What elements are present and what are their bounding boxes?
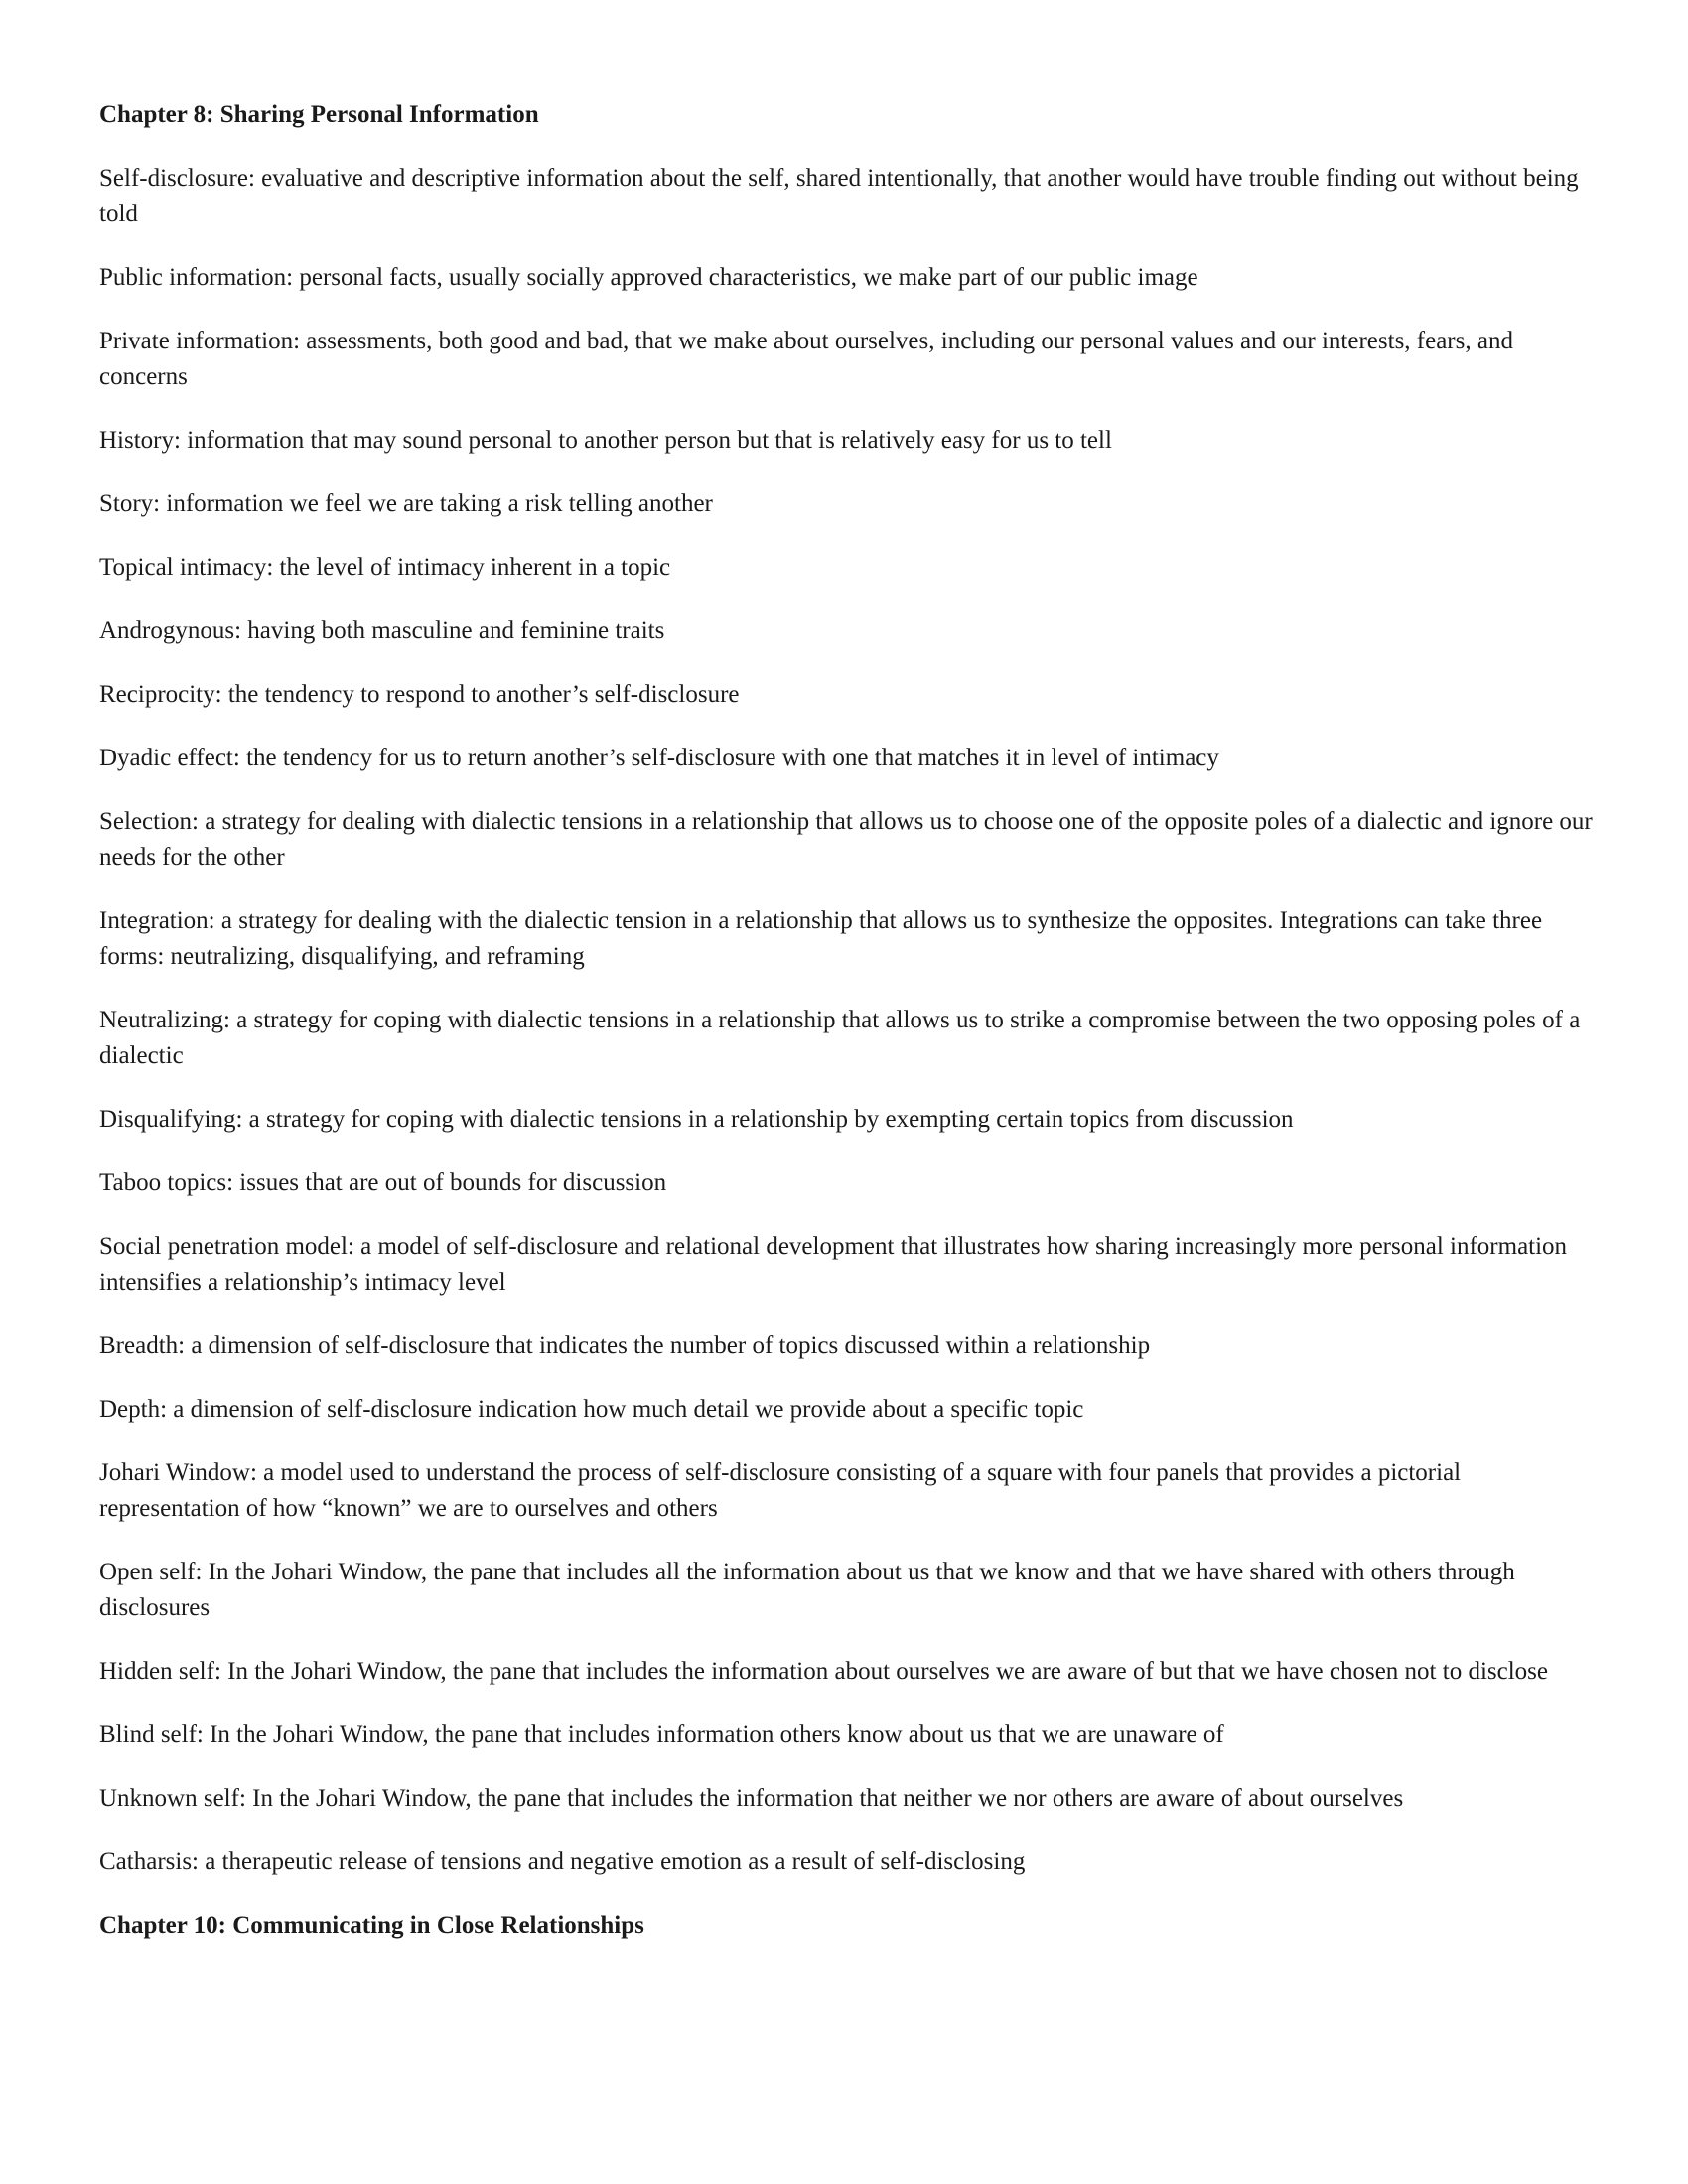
definition-entry: Depth: a dimension of self-disclosure indication how much detail we provide about a specific topic [99,1396,1084,1423]
definition-entry: Selection: a strategy for dealing with dialectic tensions in a relationship that allows us to choose one of the opposite poles of a dialectic and ignore our needs for the other [99,808,1593,871]
definition-entry: Blind self: In the Johari Window, the pane that includes information others know about us that we are unaware of [99,1721,1224,1748]
definition-entry: History: information that may sound personal to another person but that is relatively easy for us to tell [99,427,1112,454]
definition-entry: Integration: a strategy for dealing with the dialectic tension in a relationship that allows us to synthesize the opposites. Integrations can take three forms: neutralizing, disqualifying, and reframing [99,907,1543,970]
definition-entry: Social penetration model: a model of self-disclosure and relational development that illustrates how sharing increasingly more personal information intensifies a relationship’s intimacy level [99,1233,1568,1296]
definition-entry: Dyadic effect: the tendency for us to return another’s self-disclosure with one that matches it in level of intimacy [99,745,1219,771]
definition-entry: Self-disclosure: evaluative and descriptive information about the self, shared intentionally, that another would have trouble finding out without being told [99,165,1579,227]
document-page [99,97,1599,1972]
definition-entry: Neutralizing: a strategy for coping with dialectic tensions in a relationship that allows us to strike a compromise between the two opposing poles of a dialectic [99,1007,1581,1069]
definition-entry: Catharsis: a therapeutic release of tensions and negative emotion as a result of self-disclosing [99,1848,1026,1875]
definition-entry: Public information: personal facts, usually socially approved characteristics, we make part of our public image [99,264,1198,291]
definition-entry: Topical intimacy: the level of intimacy inherent in a topic [99,554,671,581]
definition-entry: Open self: In the Johari Window, the pane that includes all the information about us that we know and that we have shared with others through disclosures [99,1559,1515,1621]
definition-entry: Private information: assessments, both good and bad, that we make about ourselves, including our personal values and our interests, fears, and concerns [99,328,1513,390]
definition-entry: Johari Window: a model used to understand the process of self-disclosure consisting of a square with four panels that provides a pictorial representation of how “known” we are to ourselves and others [99,1459,1462,1522]
chapter-8-heading: Chapter 8: Sharing Personal Information [99,101,539,128]
chapter-10-heading: Chapter 10: Communicating in Close Relationships [99,1912,644,1939]
definition-entry: Unknown self: In the Johari Window, the pane that includes the information that neither we nor others are aware of about ourselves [99,1785,1404,1812]
definition-entry: Story: information we feel we are taking a risk telling another [99,490,713,517]
definition-entry: Breadth: a dimension of self-disclosure that indicates the number of topics discussed within a relationship [99,1332,1151,1359]
definition-entry: Taboo topics: issues that are out of bounds for discussion [99,1169,667,1196]
definition-entry: Hidden self: In the Johari Window, the pane that includes the information about ourselves we are aware of but that we have chosen not to disclose [99,1658,1548,1685]
definition-entry: Androgynous: having both masculine and feminine traits [99,617,665,644]
definition-entry: Disqualifying: a strategy for coping with dialectic tensions in a relationship by exempting certain topics from discussion [99,1106,1294,1133]
definition-entry: Reciprocity: the tendency to respond to another’s self-disclosure [99,681,740,708]
